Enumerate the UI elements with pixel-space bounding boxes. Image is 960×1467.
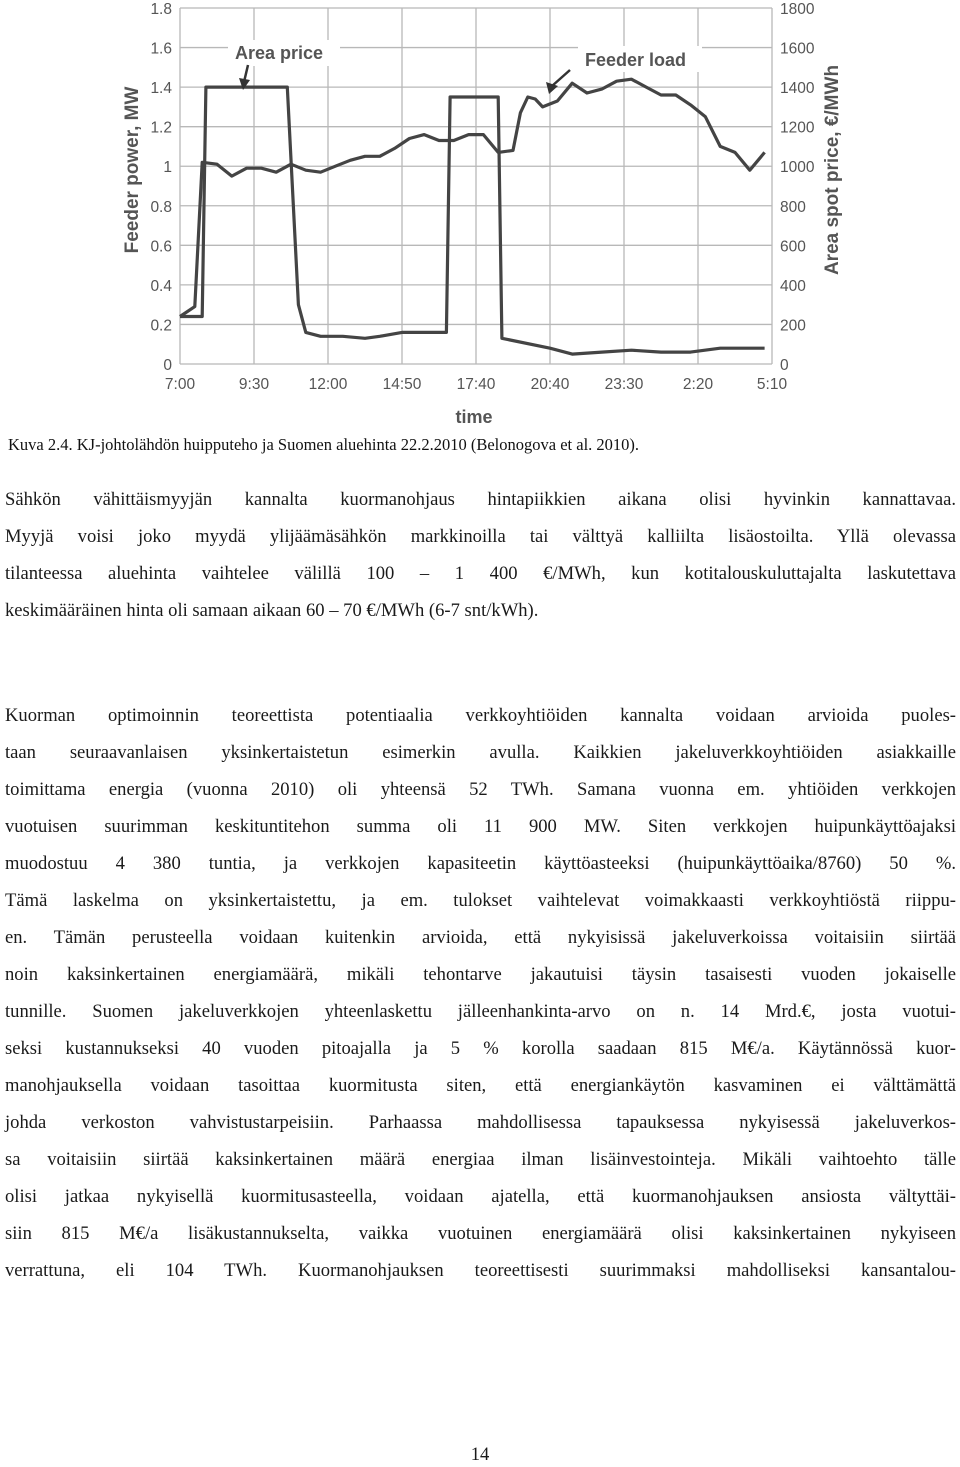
y-tick-right: 1600	[780, 40, 815, 58]
paragraph-1	[5, 481, 956, 629]
y-tick-right: 1200	[780, 119, 815, 137]
x-tick: 17:40	[456, 376, 496, 393]
text-line: Tämä laskelma on yksinkertaistettu, ja em. tulokset vaihtelevat voimakkaasti verkkoyhtiöstä riippu-	[5, 890, 956, 911]
text-line: tilanteessa aluehinta vaihtelee välillä 100 – 1 400 €/MWh, kun kotitalouskuluttajalta laskutettava	[5, 563, 956, 584]
text-line: manohjauksella voidaan tasoittaa kuormitusta siten, että energiankäytön kasvaminen ei välttämättä	[5, 1075, 956, 1096]
y-tick-right: 600	[780, 238, 806, 256]
y-axis-left-label: Feeder power, MW	[122, 86, 143, 254]
y-tick-left: 0.4	[150, 277, 172, 295]
paragraph-2	[5, 697, 956, 1289]
text-line: noin kaksinkertainen energiamäärä, mikäli tehontarve jakautuisi täysin tasaisesti vuoden jokaiselle	[5, 964, 956, 985]
text-line: siin 815 M€/a lisäkustannukselta, vaikka vuotuinen energiamäärä olisi kaksinkertainen nykyiseen	[5, 1223, 956, 1244]
text-line: vuotuisen suurimman keskituntitehon summa oli 11 900 MW. Siten verkkojen huipunkäyttöajaksi	[5, 816, 956, 837]
text-line: johda verkoston vahvistustarpeisiin. Parhaassa mahdollisessa tapauksessa nykyisessä jakeluverkos-	[5, 1112, 956, 1133]
text-line: Myyjä voisi joko myydä ylijäämäsähkön markkinoilla tai välttyä kalliilta lisäostoilta. Yllä olevassa	[5, 526, 956, 547]
y-tick-right: 800	[780, 198, 806, 216]
y-tick-right: 1400	[780, 80, 815, 98]
y-tick-right: 0	[780, 357, 789, 374]
y-tick-left: 1	[163, 159, 172, 177]
y-tick-right: 400	[780, 277, 806, 295]
y-tick-left: 0.8	[150, 198, 172, 216]
annotation-feeder-load-label: Feeder load	[585, 50, 687, 70]
x-tick: 23:30	[604, 376, 644, 393]
text-line: verrattuna, eli 104 TWh. Kuormanohjauksen teoreettisesti suurimmaksi mahdolliseksi kansantalou-	[5, 1260, 956, 1281]
x-axis-label: time	[455, 407, 493, 427]
x-axis-ticks	[165, 376, 788, 393]
y-tick-right: 200	[780, 317, 806, 335]
x-tick: 9:30	[238, 376, 270, 393]
y-tick-left: 0.2	[150, 317, 172, 335]
left-axis-ticks	[150, 1, 172, 374]
text-line: toimittama energia (vuonna 2010) oli yhteensä 52 TWh. Samana vuonna em. yhtiöiden verkkojen	[5, 779, 956, 800]
series-line-feeder-load	[180, 79, 765, 316]
text-line: sa voitaisiin siirtää kaksinkertainen määrä energiaa ilman lisäinvestointeja. Mikäli vaihtoehto tälle	[5, 1149, 956, 1170]
annotation-area-price	[228, 40, 340, 90]
figure-caption: Kuva 2.4. KJ-johtolähdön huipputeho ja Suomen aluehinta 22.2.2010 (Belonogova et al. 2010).	[8, 435, 640, 454]
text-line: en. Tämän perusteella voidaan kuitenkin arvioida, että nykyisissä jakeluverkoissa voitaisiin siirtää	[5, 927, 956, 948]
x-tick: 7:00	[164, 376, 196, 393]
x-tick: 2:20	[682, 376, 714, 393]
x-tick: 5:10	[756, 376, 788, 393]
text-line: taan seuraavanlaisen yksinkertaistetun esimerkin avulla. Kaikkien jakeluverkkoyhtiöiden asiakkaille	[5, 742, 956, 763]
text-line: Kuorman optimoinnin teoreettista potentiaalia verkkoyhtiöiden kannalta voidaan arvioida puoles-	[5, 705, 956, 726]
text-line: seksi kustannukseksi 40 vuoden pitoajalla ja 5 % korolla saadaan 815 M€/a. Käytännössä kuor-	[5, 1038, 956, 1059]
y-tick-left: 1.6	[150, 40, 172, 58]
text-line: muodostuu 4 380 tuntia, ja verkkojen kapasiteetin käyttöasteeksi (huipunkäyttöaika/8760) 50 %.	[5, 853, 956, 874]
page-number: 14	[470, 1444, 490, 1465]
y-tick-left: 0.6	[150, 238, 172, 256]
price-load-chart	[0, 0, 960, 432]
text-line: tunnille. Suomen jakeluverkkojen yhteenlaskettu jälleenhankinta-arvo on n. 14 Mrd.€, josta vuotui-	[5, 1001, 956, 1022]
y-tick-left: 0	[163, 357, 172, 374]
y-tick-right: 1000	[780, 159, 815, 177]
text-line: Sähkön vähittäismyyjän kannalta kuormanohjaus hintapiikkien aikana olisi hyvinkin kannattavaa.	[5, 489, 956, 510]
x-tick: 14:50	[382, 376, 422, 393]
y-axis-right-label: Area spot price, €/MWh	[822, 64, 843, 276]
x-tick: 20:40	[530, 376, 570, 393]
x-tick: 12:00	[308, 376, 348, 393]
annotation-area-price-label: Area price	[235, 43, 324, 63]
y-tick-left: 1.8	[150, 1, 172, 18]
right-axis-ticks	[780, 1, 815, 374]
y-tick-left: 1.4	[150, 80, 172, 98]
y-tick-right: 1800	[780, 1, 815, 18]
chart-series	[180, 79, 765, 354]
text-line: olisi jatkaa nykyisellä kuormitusasteella, voidaan ajatella, että kuormanohjauksen ansiosta vältyttäi-	[5, 1186, 956, 1207]
text-line: keskimääräinen hinta oli samaan aikaan 60 – 70 €/MWh (6-7 snt/kWh).	[5, 600, 539, 621]
y-tick-left: 1.2	[150, 119, 172, 137]
